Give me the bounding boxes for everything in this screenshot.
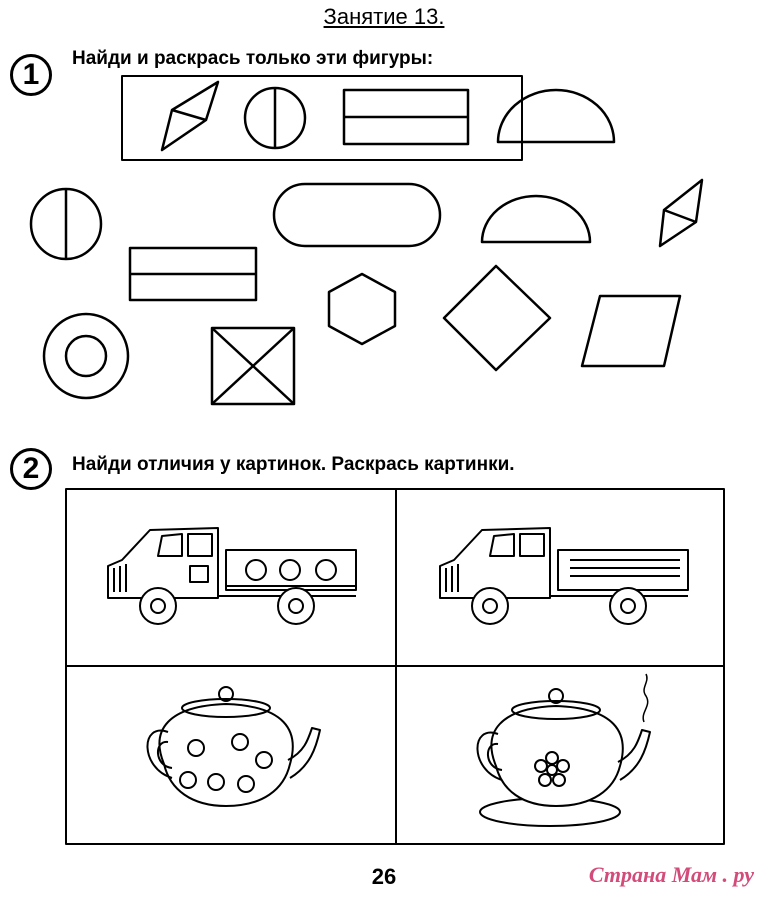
ref-semicircle-shape[interactable] bbox=[498, 90, 614, 142]
rounded-rectangle-shape[interactable] bbox=[274, 184, 440, 246]
semicircle-shape[interactable] bbox=[482, 196, 590, 242]
teapot-left[interactable] bbox=[147, 687, 320, 806]
teapot-left-dot-1 bbox=[188, 740, 204, 756]
diamond-shape[interactable] bbox=[444, 266, 550, 370]
task-2-number: 2 bbox=[22, 452, 40, 485]
truck-left-wheel-rear bbox=[278, 588, 314, 624]
teapot-right-steam bbox=[643, 674, 648, 722]
teapot-left-dot-3 bbox=[256, 752, 272, 768]
rhombus-split-line bbox=[664, 210, 696, 222]
truck-right-wheel-front bbox=[472, 588, 508, 624]
teapot-left-dot-6 bbox=[238, 776, 254, 792]
teapot-left-body bbox=[159, 704, 292, 806]
truck-left-bed-circle-2 bbox=[280, 560, 300, 580]
teapot-right[interactable] bbox=[477, 674, 650, 826]
truck-right-cab bbox=[440, 528, 550, 598]
truck-right-wheel-rear bbox=[610, 588, 646, 624]
task-1-instruction: Найди и раскрась только эти фигуры: bbox=[72, 48, 434, 69]
truck-left-window-front bbox=[158, 534, 182, 556]
truck-right-cargo-bed bbox=[558, 550, 688, 590]
truck-right-window-front bbox=[490, 534, 514, 556]
page-number: 26 bbox=[371, 864, 397, 889]
parallelogram-shape[interactable] bbox=[582, 296, 680, 366]
truck-left[interactable] bbox=[108, 528, 356, 624]
lesson-title: Занятие 13. bbox=[323, 4, 445, 29]
task-2-instruction: Найди отличия у картинок. Раскрась картинки. bbox=[72, 454, 515, 475]
truck-left-bed-circle-1 bbox=[246, 560, 266, 580]
hexagon-shape[interactable] bbox=[329, 274, 395, 344]
ref-rhombus-split-line bbox=[172, 110, 206, 120]
task-1-number: 1 bbox=[22, 58, 40, 91]
truck-right-window-side bbox=[520, 534, 544, 556]
site-watermark: Страна Мам . ру bbox=[588, 862, 754, 887]
truck-left-cab bbox=[108, 528, 218, 598]
teapot-left-dot-4 bbox=[180, 772, 196, 788]
teapot-left-dot-2 bbox=[232, 734, 248, 750]
truck-left-wheel-front bbox=[140, 588, 176, 624]
truck-right[interactable] bbox=[440, 528, 688, 624]
ring-outer-shape[interactable] bbox=[44, 314, 128, 398]
ring-inner-shape[interactable] bbox=[66, 336, 106, 376]
teapot-left-dot-5 bbox=[208, 774, 224, 790]
truck-left-bed-circle-3 bbox=[316, 560, 336, 580]
truck-left-door-square bbox=[190, 566, 208, 582]
truck-left-window-side bbox=[188, 534, 212, 556]
rhombus-split-shape[interactable] bbox=[660, 180, 702, 246]
